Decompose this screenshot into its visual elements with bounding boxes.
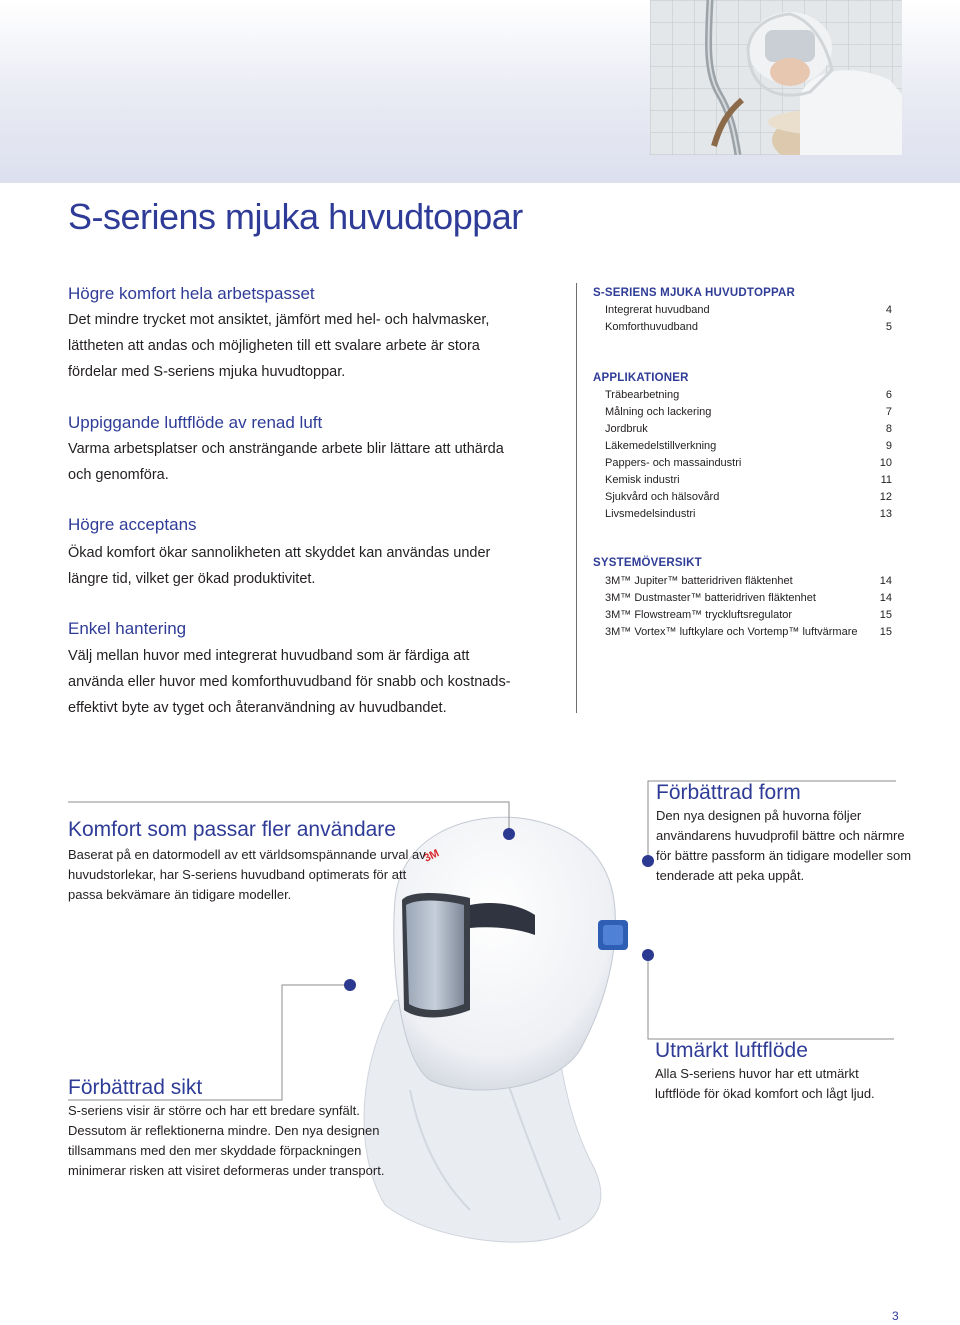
- toc-item-label: Träbearbetning: [605, 389, 680, 401]
- toc-item-label: 3M™ Vortex™ luftkylare och Vortemp™ luftvärmare: [605, 626, 858, 638]
- toc-item-label: Livsmedelsindustri: [605, 508, 696, 520]
- toc-item-page: 11: [880, 474, 892, 486]
- text-line: tillsammans med den mer skyddade förpackningen: [68, 1143, 362, 1158]
- toc-heading-applikationer: APPLIKATIONER: [593, 372, 689, 384]
- callout-dot-komfort: [503, 828, 515, 840]
- callout-dot-sikt: [344, 979, 356, 991]
- page-number: 3: [892, 1309, 899, 1323]
- text-line: Den nya designen på huvorna följer: [656, 808, 862, 823]
- text-line: Dessutom är reflektionerna mindre. Den nya designen: [68, 1123, 380, 1138]
- toc-item-label: Pappers- och massaindustri: [605, 457, 742, 469]
- toc-item-label: Jordbruk: [605, 423, 648, 435]
- feature-heading-luftflode: Utmärkt luftflöde: [655, 1039, 808, 1062]
- section-heading-luftflode: Uppiggande luftflöde av renad luft: [68, 413, 323, 432]
- feature-heading-sikt: Förbättrad sikt: [68, 1076, 203, 1099]
- text-line: Ökad komfort ökar sannolikheten att skyddet kan användas under: [68, 545, 491, 561]
- toc-item-page: 15: [879, 626, 892, 638]
- text-line: för bättre passform än tidigare modeller som: [656, 848, 912, 863]
- section-heading-komfort: Högre komfort hela arbetspasset: [68, 284, 315, 303]
- toc-item-label: Kemisk industri: [605, 474, 680, 486]
- feature-body-luftflode: [655, 1064, 875, 1104]
- text-line: passa bekvämare än tidigare modeller.: [68, 887, 292, 902]
- text-line: minimerar risken att visiret deformeras under transport.: [68, 1163, 385, 1178]
- toc-item-page: 14: [879, 575, 892, 587]
- feature-body-sikt: [68, 1101, 384, 1181]
- toc-item-page: 13: [879, 508, 892, 520]
- text-line: Välj mellan huvor med integrerat huvudband som är färdiga att: [68, 648, 470, 664]
- toc-item-label: Integrerat huvudband: [605, 304, 710, 316]
- toc-item-label: Sjukvård och hälsovård: [605, 491, 720, 503]
- toc-item-label: 3M™ Flowstream™ tryckluftsregulator: [605, 609, 793, 621]
- hood-brand-mark: 3M: [422, 847, 442, 865]
- callout-line-luftflode: [648, 955, 894, 1039]
- toc-item-page: 10: [879, 457, 892, 469]
- text-line: och genomföra.: [68, 467, 169, 483]
- callout-dot-luftflode: [642, 949, 654, 961]
- text-line: fördelar med S-seriens mjuka huvudtoppar.: [68, 364, 346, 380]
- text-line: Varma arbetsplatser och ansträngande arbete blir lättare att uthärda: [68, 441, 504, 457]
- text-line: tenderade att peka uppåt.: [656, 868, 805, 883]
- toc-item-page: 15: [879, 609, 892, 621]
- text-line: S-seriens visir är större och har ett bredare synfält.: [68, 1103, 360, 1118]
- feature-body-form: [656, 806, 911, 886]
- toc-item-label: 3M™ Jupiter™ batteridriven fläktenhet: [605, 575, 793, 587]
- toc-item-label: Läkemedelstillverkning: [605, 440, 717, 452]
- toc-item-label: Komforthuvudband: [605, 321, 698, 333]
- text-line: huvudstorlekar, har S-seriens huvudband optimerats för att: [68, 867, 407, 882]
- toc-item-page: 8: [885, 423, 892, 435]
- text-line: användarens huvudprofil bättre och närmre: [656, 828, 905, 843]
- toc-item-page: 9: [885, 440, 892, 452]
- toc-item-page: 12: [879, 491, 892, 503]
- section-heading-acceptans: Högre acceptans: [68, 515, 197, 534]
- toc-item-label: 3M™ Dustmaster™ batteridriven fläktenhet: [605, 592, 816, 604]
- toc-item-page: 6: [885, 389, 892, 401]
- page-title: S-seriens mjuka huvudtoppar: [68, 196, 523, 237]
- text-line: längre tid, vilket ger ökad produktivitet.: [68, 571, 316, 587]
- text-line: effektivt byte av tyget och återanvändning av huvudbandet.: [68, 700, 447, 716]
- toc-item-page: 5: [885, 321, 892, 333]
- toc-item-label: Målning och lackering: [605, 406, 712, 418]
- callout-dot-form: [642, 855, 654, 867]
- text-line: Baserat på en datormodell av ett världsomspännande urval av: [68, 847, 426, 862]
- toc-item-page: 14: [879, 592, 892, 604]
- text-line: lättheten att andas och möjligheten till ett svalare arbete är stora: [68, 338, 480, 354]
- feature-body-komfort: [68, 845, 426, 905]
- text-line: Det mindre trycket mot ansiktet, jämfört med hel- och halvmasker,: [68, 312, 490, 328]
- text-line: Alla S-seriens huvor har ett utmärkt: [655, 1066, 859, 1081]
- toc-heading-systemoversikt: SYSTEMÖVERSIKT: [593, 557, 702, 569]
- toc-item-page: 4: [885, 304, 892, 316]
- text-line: luftflöde för ökad komfort och lågt ljud.: [655, 1086, 875, 1101]
- toc-heading-huvudtoppar: S-SERIENS MJUKA HUVUDTOPPAR: [593, 287, 795, 299]
- feature-heading-form: Förbättrad form: [656, 781, 801, 804]
- text-line: använda eller huvor med komforthuvudband för snabb och kostnads-: [68, 674, 511, 690]
- toc-item-page: 7: [885, 406, 892, 418]
- feature-heading-komfort: Komfort som passar fler användare: [68, 818, 396, 841]
- section-heading-hantering: Enkel hantering: [68, 619, 187, 638]
